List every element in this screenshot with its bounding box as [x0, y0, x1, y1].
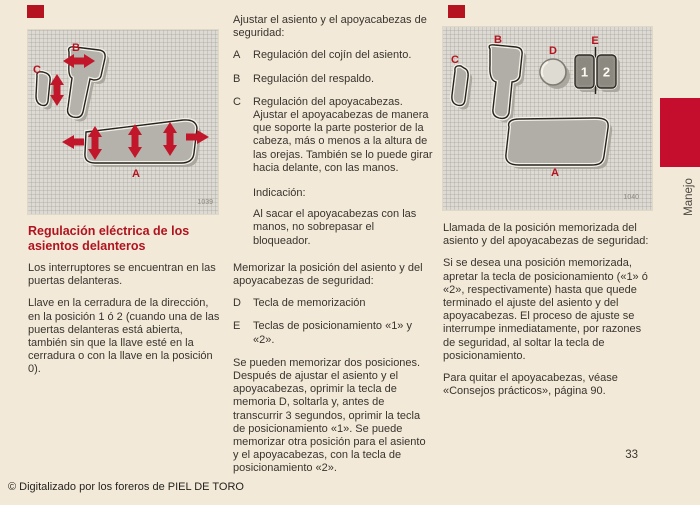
note-heading: Indicación:	[253, 187, 306, 200]
list-item	[233, 73, 434, 86]
right-column	[443, 27, 654, 407]
figure-label-a: A	[132, 168, 140, 180]
position-buttons	[575, 55, 616, 88]
recall-heading: Llamada de la posición memorizada del asiento y del apoyacabezas de seguridad:	[443, 222, 649, 248]
list-item-text: Regulación del cojín del asiento.	[253, 49, 412, 62]
chapter-tab-label: Manejo	[683, 178, 695, 216]
red-marker-square	[27, 5, 44, 18]
list-item	[233, 320, 434, 346]
paragraph: Llave en la cerradura de la dirección, en la posición 1 ó 2 (cuando una de las puertas delanteras está abierta, también sin que la llave esté en la cerradura o con la llave en la posición 0).	[28, 297, 220, 376]
paragraph: Para quitar el apoyacabezas, véase «Consejos prácticos», página 90.	[443, 372, 618, 398]
figure-label-c: C	[33, 64, 41, 76]
paragraph: Si se desea una posición memorizada, apretar la tecla de posicionamiento («1» ó «2», respectivamente) hasta que quede terminado el ajuste del asiento y del apoyacabezas. El proceso de ajuste se interrumpe inmediatamente, por razones de seguridad, al soltar la tecla de posicionamiento.	[443, 257, 648, 362]
red-marker-square	[448, 5, 465, 18]
list-item-key: E	[233, 320, 241, 333]
list-item-text: Tecla de memorización	[253, 297, 366, 310]
figure-label-a: A	[551, 167, 559, 179]
position-button-1-label: 1	[580, 64, 589, 80]
paragraph: Los interruptores se encuentran en las puertas delanteras.	[28, 262, 216, 288]
list-item-text: Regulación del respaldo.	[253, 72, 375, 85]
paragraph: Se pueden memorizar dos posiciones. Después de ajustar el asiento y el apoyacabezas, oprimir la tecla de memoria D, soltarla y, antes de transcurrir 3 segundos, oprimir la tecla de posicionamiento «1». Se puede memorizar otra posición para el asiento y el apoyacabezas, con la tecla de posicionamiento «2».	[233, 356, 426, 475]
memorize-heading: Memorizar la posición del asiento y del apoyacabezas de seguridad:	[233, 261, 423, 288]
figure-label-c: C	[451, 54, 459, 66]
list-item-key: D	[233, 297, 241, 310]
door-switches-diagram	[443, 27, 652, 210]
figure-number: 1040	[623, 194, 639, 201]
left-column	[28, 30, 220, 386]
list-item-key: B	[233, 72, 241, 85]
list-item-key: A	[233, 49, 241, 62]
seat-side-view-illustration	[28, 30, 218, 214]
list-item	[233, 96, 434, 175]
copyright-text: © Digitalizado por los foreros de PIEL DE TORO	[8, 481, 244, 493]
memory-button-shape	[540, 59, 566, 85]
seat-cushion-shape	[85, 120, 197, 163]
note-body: Al sacar el apoyacabezas con las manos, no sobrepasar el bloqueador.	[253, 208, 417, 247]
figure-number: 1039	[197, 199, 213, 206]
middle-column	[233, 14, 434, 485]
chapter-tab	[660, 98, 700, 167]
seat-adjustment-diagram	[28, 30, 218, 214]
list-item	[233, 49, 434, 62]
instruction-intro: Ajustar el asiento y el apoyacabezas de seguridad:	[233, 14, 427, 40]
seat-switches-illustration	[443, 27, 652, 210]
figure-label-b: B	[494, 34, 502, 46]
figure-label-d: D	[549, 45, 557, 57]
page-number: 33	[625, 449, 638, 461]
cushion-switch-shape	[506, 118, 608, 165]
list-item-key: C	[233, 95, 241, 108]
figure-label-e: E	[591, 35, 599, 47]
list-item-text: Regulación del apoyacabezas. Ajustar el apoyacabezas de manera que soporte la parte posterior de la cabeza, más o menos a la altura de las orejas. También se lo puede girar hacia delante, con las manos.	[253, 95, 433, 174]
list-item-text: Teclas de posicionamiento «1» y «2».	[253, 320, 412, 346]
section-heading: Regulación eléctrica de los asientos delanteros	[28, 224, 190, 253]
list-item	[233, 297, 434, 310]
position-button-2-label: 2	[602, 64, 611, 80]
figure-label-b: B	[72, 42, 80, 54]
